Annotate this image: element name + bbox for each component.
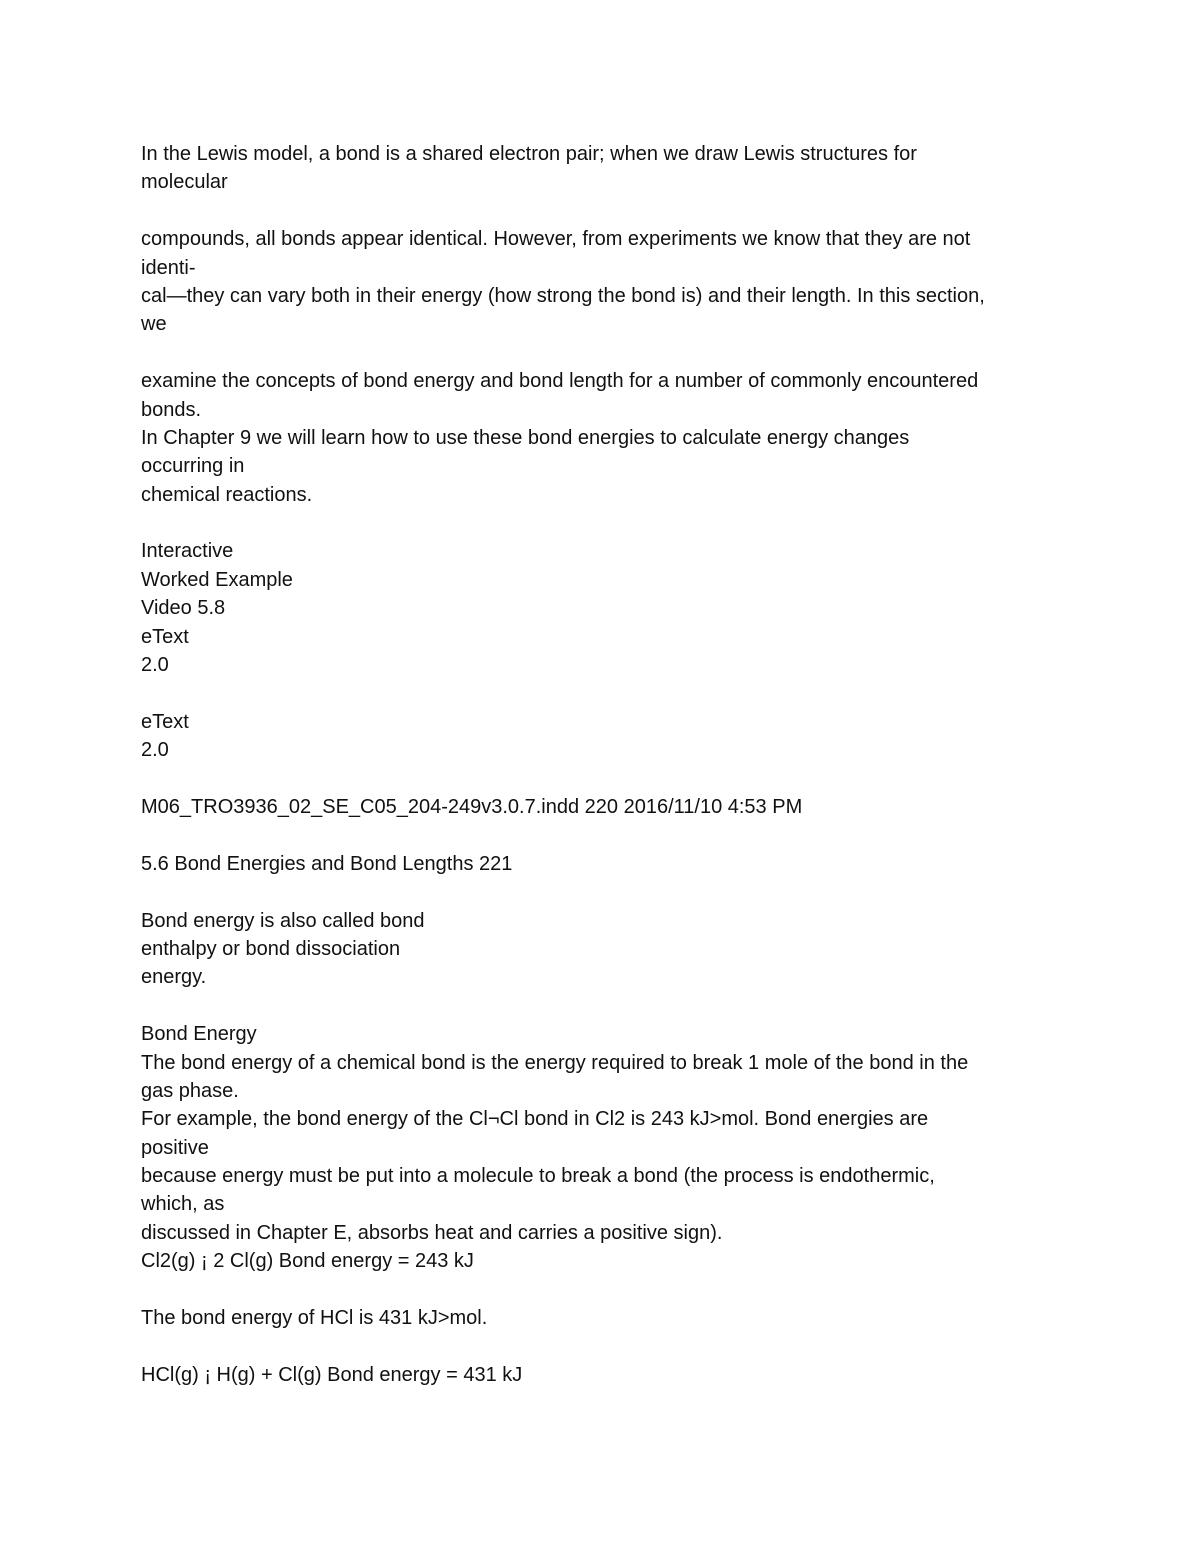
blank-line (141, 679, 1071, 707)
text-line: eText (141, 625, 189, 648)
running-head: 5.6 Bond Energies and Bond Lengths 221 (141, 852, 513, 875)
blank-line (141, 509, 1071, 537)
text-line: compounds, all bonds appear identical. However, from experiments we know that they are not (141, 228, 971, 251)
section-heading: Bond Energy (141, 1023, 257, 1046)
text-line: energy. (141, 966, 207, 989)
hcl-sentence: The bond energy of HCl is 431 kJ>mol. (141, 1307, 488, 1330)
text-line: molecular (141, 171, 228, 194)
bond-variation-paragraph (141, 225, 1071, 339)
text-line: Video 5.8 (141, 597, 226, 620)
blank-line (141, 197, 1071, 225)
concepts-paragraph (141, 367, 1071, 509)
text-line: In Chapter 9 we will learn how to use these bond energies to calculate energy changes (141, 426, 910, 449)
text-line: chemical reactions. (141, 483, 313, 506)
interactive-video-note (141, 537, 1071, 679)
margin-note (141, 907, 1071, 992)
text-line: The bond energy of a chemical bond is the energy required to break 1 mole of the bond in the (141, 1051, 969, 1074)
text-line: eText (141, 710, 189, 733)
text-line: positive (141, 1136, 209, 1159)
text-line: cal—they can vary both in their energy (how strong the bond is) and their length. In this section, (141, 284, 985, 307)
blank-line (141, 878, 1071, 906)
blank-line (141, 992, 1071, 1020)
text-line: 2.0 (141, 654, 169, 677)
text-line: For example, the bond energy of the Cl¬Cl bond in Cl2 is 243 kJ>mol. Bond energies are (141, 1108, 929, 1131)
text-line: In the Lewis model, a bond is a shared electron pair; when we draw Lewis structures for (141, 143, 917, 165)
text-line: identi- (141, 256, 196, 279)
chemical-equation: HCl(g) ¡ H(g) + Cl(g) Bond energy = 431 kJ (141, 1363, 523, 1386)
document-text (141, 140, 1071, 1389)
etext-note (141, 708, 1071, 765)
text-line: enthalpy or bond dissociation (141, 937, 401, 960)
text-line: discussed in Chapter E, absorbs heat and carries a positive sign). (141, 1221, 723, 1244)
text-line: Bond energy is also called bond (141, 909, 425, 932)
text-line: occurring in (141, 455, 245, 478)
file-footer: M06_TRO3936_02_SE_C05_204-249v3.0.7.indd 220 2016/11/10 4:53 PM (141, 795, 803, 818)
blank-line (141, 1332, 1071, 1360)
text-line: which, as (141, 1193, 225, 1216)
text-line: Interactive (141, 540, 234, 563)
text-line: Worked Example (141, 568, 293, 591)
intro-paragraph (141, 140, 1071, 197)
blank-line (141, 1276, 1071, 1304)
text-line: 2.0 (141, 739, 169, 762)
blank-line (141, 821, 1071, 849)
text-line: examine the concepts of bond energy and bond length for a number of commonly encountered (141, 370, 979, 393)
text-line: bonds. (141, 398, 202, 421)
blank-line (141, 765, 1071, 793)
text-line: gas phase. (141, 1079, 239, 1102)
blank-line (141, 339, 1071, 367)
text-line: because energy must be put into a molecule to break a bond (the process is endothermic, (141, 1165, 935, 1188)
chemical-equation: Cl2(g) ¡ 2 Cl(g) Bond energy = 243 kJ (141, 1250, 474, 1273)
bond-energy-section (141, 1020, 1071, 1276)
text-line: we (141, 313, 167, 336)
